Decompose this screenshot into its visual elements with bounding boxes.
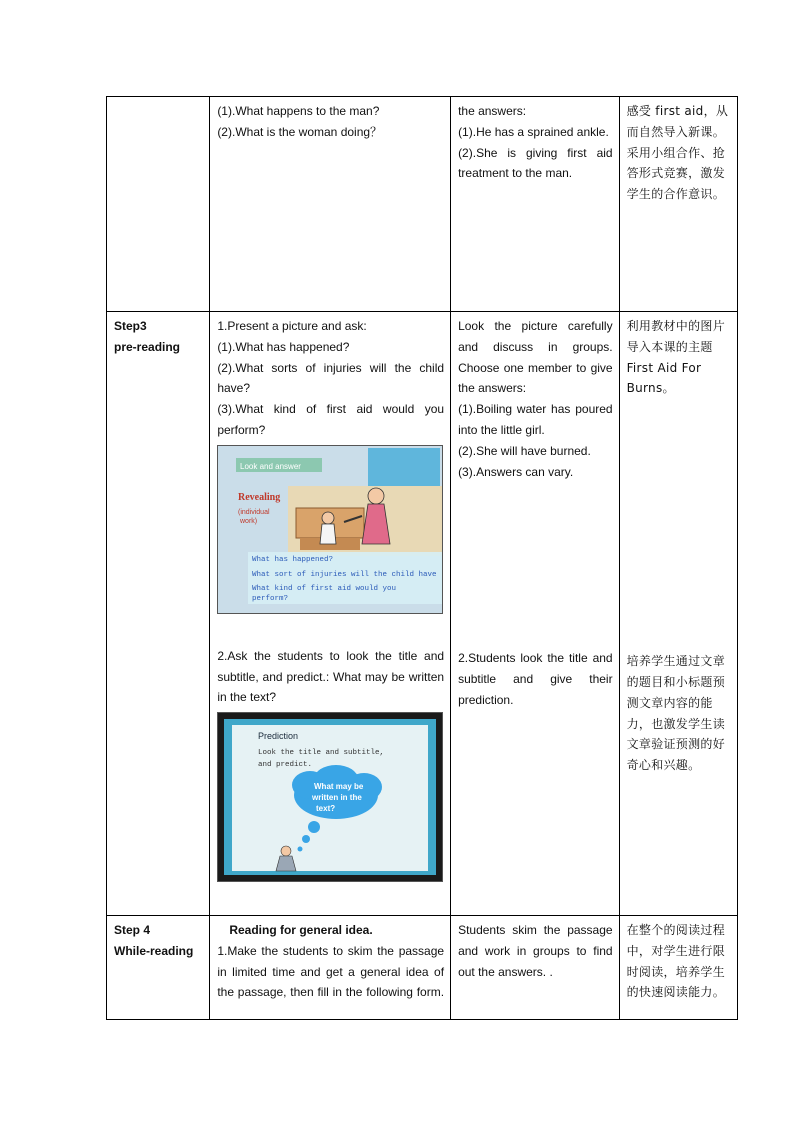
student-activity-cell (451, 312, 620, 916)
step-name: pre-reading (114, 339, 181, 354)
prediction-slide-image (217, 712, 443, 882)
slide-question: perform? (252, 594, 289, 603)
purpose-text: 在整个的阅读过程中，对学生进行限时阅读，培养学生的快速阅读能力。 (626, 923, 725, 1000)
student-line: (1).Boiling water has poured into the little girl. (458, 402, 613, 437)
cloud-text: written in the (312, 793, 363, 803)
cloud-text: text? (316, 804, 336, 814)
teacher-activity-cell (210, 916, 451, 1020)
slide-note: (individual (238, 508, 270, 516)
student-prediction-text: 2.Students look the title and subtitle and give their prediction. (458, 651, 613, 707)
student-line: (2).She will have burned. (458, 443, 591, 458)
slide-question: What has happened? (252, 555, 334, 564)
lesson-plan-table (106, 96, 738, 1020)
slide-question: What sort of injuries will the child have (252, 570, 437, 579)
teacher-line: 1.Present a picture and ask: (217, 319, 367, 333)
purpose-text: 培养学生通过文章的题目和小标题预测文章内容的能力，也激发学生读文章验证预测的好奇心和兴趣。 (626, 654, 725, 773)
teacher-line: (2).What is the woman doing？ (217, 124, 383, 139)
step-name: While-reading (114, 943, 194, 958)
table-row (107, 312, 738, 916)
purpose-cell (619, 916, 737, 1020)
slide-header: Look and answer (240, 461, 302, 471)
teacher-line: (1).What happens to the man? (217, 104, 380, 118)
look-and-answer-slide-image (217, 445, 443, 614)
step-cell (107, 916, 210, 1020)
purpose-text: 感受 first aid，从而自然导入新课。采用小组合作、抢答形式竞赛，激发学生的合作意识。 (626, 104, 729, 202)
slide-line: and predict. (258, 761, 313, 770)
teacher-prediction-text: 2.Ask the students to look the title and subtitle, and predict.: What may be written in the text? (217, 648, 445, 705)
teacher-line: (2).What sorts of injuries will the child have? (217, 360, 445, 396)
teacher-activity-cell (210, 97, 451, 312)
step-number: Step3 (114, 319, 147, 333)
teacher-line: 1.Make the students to skim the passage in limited time and get a general idea of the passage, then fill in the following form. (217, 943, 445, 1000)
step-cell (107, 312, 210, 916)
student-activity-cell (451, 97, 620, 312)
student-line: (2).She is giving first aid treatment to the man. (458, 145, 613, 181)
table-row (107, 916, 738, 1020)
table-row (107, 97, 738, 312)
teacher-line: (1).What has happened? (217, 339, 350, 354)
student-line: Students skim the passage and work in groups to find out the answers. . (458, 923, 613, 979)
teacher-activity-cell (210, 312, 451, 916)
slide-badge: Revealing (238, 491, 281, 503)
slide-note: work) (240, 517, 258, 525)
purpose-cell (619, 97, 737, 312)
section-title: Reading for general idea. (229, 923, 373, 937)
student-line: the answers: (458, 104, 527, 118)
slide-line: Look the title and subtitle, (258, 749, 385, 758)
teacher-line: (3).What kind of first aid would you perform? (217, 402, 445, 437)
step-cell (107, 97, 210, 312)
purpose-cell (619, 312, 737, 916)
student-line: (1).He has a sprained ankle. (458, 124, 609, 139)
slide-question: What kind of first aid would you (252, 584, 397, 593)
student-line: (3).Answers can vary. (458, 464, 574, 479)
step-number: Step 4 (114, 923, 151, 937)
purpose-text: 利用教材中的图片导入本课的主题 First Aid For Burns。 (626, 319, 725, 396)
cloud-text: What may be (314, 782, 364, 792)
slide-title: Prediction (258, 731, 299, 742)
student-line: Look the picture carefully and discuss in groups. Choose one member to give the answers: (458, 319, 613, 396)
student-activity-cell (451, 916, 620, 1020)
